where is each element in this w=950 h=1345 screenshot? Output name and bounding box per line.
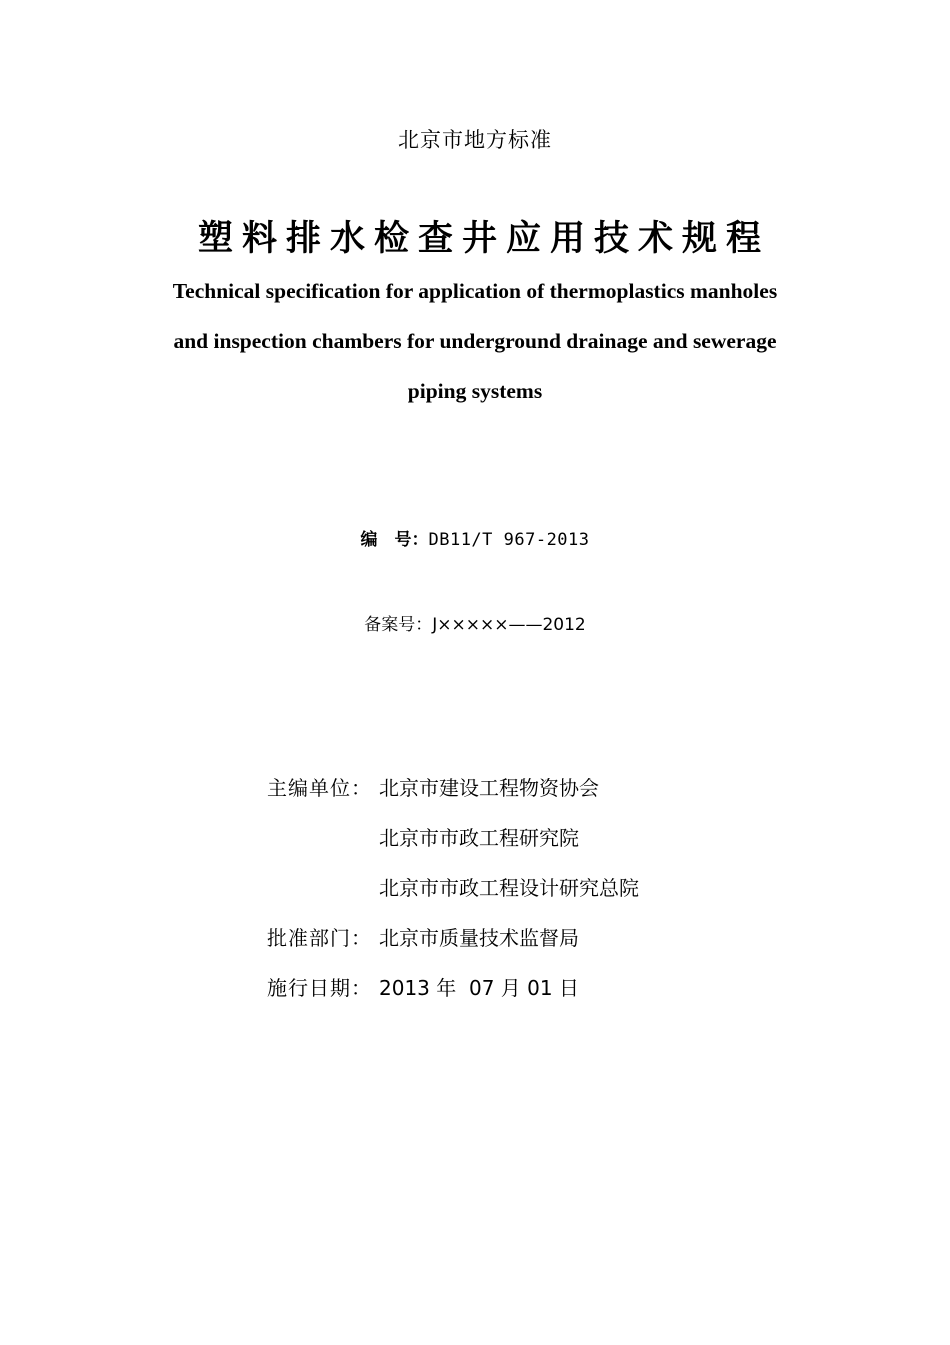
effective-date-row	[267, 973, 579, 1003]
chief-editor-2: 北京市市政工程研究院	[379, 826, 579, 850]
chief-editor-row-2	[267, 823, 579, 853]
standard-number-label: 编 号：	[360, 530, 429, 550]
record-number: 备案号：J×××××——2012	[364, 615, 586, 635]
standard-number-value: DB11/T 967-2013	[428, 530, 590, 550]
english-title-line-2: and inspection chambers for underground drainage and sewerage	[173, 329, 777, 353]
effective-date-value: 2013 年 07 月 01 日	[379, 976, 579, 1000]
approval-department-value: 北京市质量技术监督局	[379, 926, 579, 950]
english-title-line-3: piping systems	[407, 379, 543, 403]
chief-editor-1: 北京市建设工程物资协会	[379, 776, 599, 800]
series-title: 北京市地方标准	[398, 128, 552, 152]
chief-editor-row	[267, 773, 599, 803]
effective-date-label: 施行日期：	[267, 976, 372, 1000]
chief-editor-row-3	[267, 873, 639, 903]
english-title-line-1: Technical specification for application of thermoplastics manholes	[172, 279, 778, 303]
chief-editor-label: 主编单位：	[267, 776, 372, 800]
approval-department-label: 批准部门：	[267, 926, 372, 950]
standard-number	[0, 527, 950, 553]
document-title: 塑料排水检查井应用技术规程	[197, 219, 770, 259]
approval-department-row	[267, 923, 579, 953]
chief-editor-3: 北京市市政工程设计研究总院	[379, 876, 639, 900]
